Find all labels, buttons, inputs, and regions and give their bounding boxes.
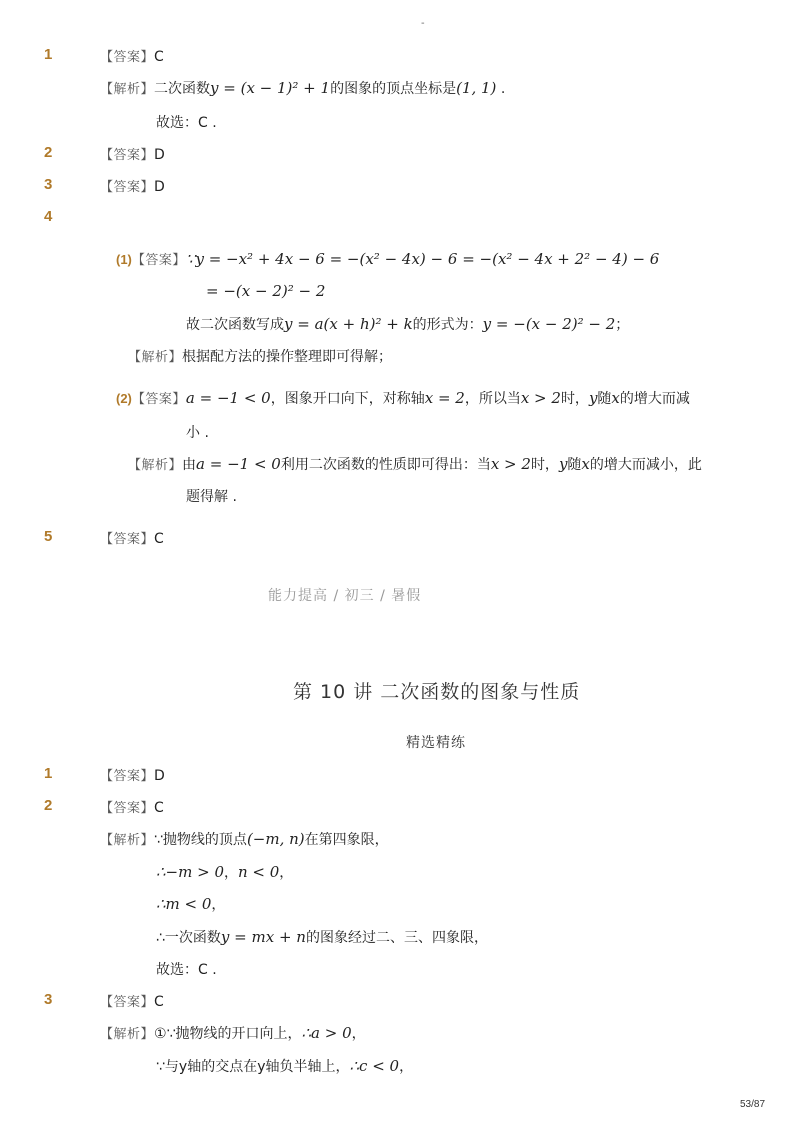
sub-question-label: (1) (116, 252, 132, 267)
math-expression: x > 2 (520, 389, 561, 407)
answer-text: 的增大而减 (619, 391, 690, 407)
explanation-text: ∵抛物线的顶点 (154, 832, 247, 848)
question-number: 3 (44, 176, 53, 193)
answer-continuation: 小 . (186, 425, 209, 441)
math-expression: a = −1 < 0 (196, 455, 281, 473)
math-expression: y = a(x + h)² + k (284, 315, 413, 333)
answer-text: 的形式为： (412, 317, 483, 333)
explanation-text: 的图象经过二、三、四象限， (305, 930, 488, 946)
answer-tag: 【答案】 (131, 392, 186, 407)
explanation-line (100, 829, 389, 849)
math-expression: x (611, 389, 620, 407)
answer-value: D (154, 179, 165, 195)
explanation-tag: 【解析】 (128, 350, 183, 365)
answer-value: C (154, 994, 164, 1010)
math-expression: y (588, 389, 598, 407)
math-expression: y = −(x − 2)² − 2 (482, 315, 616, 333)
explanation-text: 利用二次函数的性质即可得出：当 (280, 457, 491, 473)
explanation-continuation: 题得解 . (186, 489, 237, 505)
explanation-text: 随 (567, 457, 582, 473)
answer-line (100, 528, 164, 547)
sub-question-1-answer (116, 249, 659, 268)
explanation-step (156, 894, 225, 914)
section-heading: 精选精练 (406, 735, 466, 751)
math-expression: = −(x − 2)² − 2 (206, 282, 326, 300)
explanation-text: ， (399, 1059, 414, 1075)
math-expression: x = 2 (424, 389, 465, 407)
explanation-text: 二次函数 (154, 81, 211, 97)
answer-value: C (154, 800, 164, 816)
question-number: 2 (44, 797, 53, 814)
answer-value: C (154, 531, 164, 547)
question-number: 5 (44, 528, 53, 545)
explanation-text: ∴一次函数 (156, 930, 221, 946)
question-number: 2 (44, 144, 53, 161)
explanation-text: 根据配方法的操作整理即可得解； (182, 349, 393, 365)
math-expression: ∴c < 0 (349, 1057, 400, 1075)
explanation-line (128, 346, 392, 366)
math-expression: y = (x − 1)² + 1 (210, 79, 331, 97)
explanation-step (156, 1056, 413, 1076)
answer-line (100, 765, 165, 784)
explanation-text: 的图象的顶点坐标是 (330, 81, 457, 97)
chapter-title: 第 10 讲 二次函数的图象与性质 (293, 681, 581, 703)
explanation-text: ， (211, 897, 226, 913)
explanation-step (156, 927, 488, 947)
answer-tag: 【答案】 (100, 180, 155, 195)
page-footer: 能力提高 / 初三 / 暑假 (268, 588, 422, 604)
question-number: 1 (44, 46, 53, 63)
answer-text: 时， (560, 391, 589, 407)
math-expression: ∴−m > 0 (156, 863, 224, 881)
math-expression: ∵y = −x² + 4x − 6 = −(x² − 4x) − 6 = −(x² − 4x + 2² − 4) − 6 (185, 250, 660, 268)
header-mark: - (421, 18, 425, 29)
conclusion-text: 故选：C . (156, 962, 217, 978)
explanation-line (100, 78, 505, 98)
answer-tag: 【答案】 (100, 995, 155, 1010)
explanation-text: 时， (530, 457, 559, 473)
page-number: 53/87 (740, 1099, 766, 1110)
explanation-text: ， (351, 1026, 366, 1042)
answer-line (100, 991, 164, 1010)
math-expression: y (558, 455, 568, 473)
math-expression: (1, 1) (456, 79, 497, 97)
math-expression: ∴m < 0 (156, 895, 212, 913)
explanation-text: 由 (182, 457, 197, 473)
explanation-tag: 【解析】 (128, 458, 183, 473)
explanation-text: 的增大而减小，此 (589, 457, 702, 473)
answer-line (100, 144, 165, 163)
math-expression: x > 2 (490, 455, 531, 473)
explanation-tag: 【解析】 (100, 82, 155, 97)
explanation-step (156, 862, 293, 882)
answer-text: 随 (597, 391, 612, 407)
answer-tag: 【答案】 (131, 253, 186, 268)
explanation-text: ①∵抛物线的开口向上， (154, 1026, 302, 1042)
explanation-tag: 【解析】 (100, 1027, 155, 1042)
answer-continuation (186, 314, 629, 334)
math-expression: a = −1 < 0 (185, 389, 271, 407)
answer-tag: 【答案】 (100, 769, 155, 784)
answer-text: 故二次函数写成 (186, 317, 284, 333)
answer-text: ，图象开口向下，对称轴 (270, 391, 425, 407)
answer-line (100, 46, 164, 65)
sub-question-label: (2) (116, 391, 132, 406)
answer-value: C (154, 49, 164, 65)
question-number: 4 (44, 208, 53, 225)
answer-tag: 【答案】 (100, 148, 155, 163)
answer-tag: 【答案】 (100, 50, 155, 65)
math-expression: n < 0 (237, 863, 280, 881)
explanation-line (128, 454, 702, 474)
answer-tag: 【答案】 (100, 532, 155, 547)
answer-line (100, 797, 164, 816)
answer-text: ； (615, 317, 630, 333)
answer-value: D (154, 768, 165, 784)
explanation-text: ， (279, 865, 294, 881)
conclusion-text: 故选：C . (156, 115, 217, 131)
math-expression: y = mx + n (220, 928, 306, 946)
answer-value: D (154, 147, 165, 163)
explanation-line (100, 1023, 366, 1043)
explanation-tag: 【解析】 (100, 833, 155, 848)
explanation-text: 在第四象限， (304, 832, 389, 848)
math-expression: (−m, n) (246, 830, 305, 848)
explanation-text: . (496, 81, 506, 97)
answer-line (100, 176, 165, 195)
sub-question-2-answer (116, 388, 690, 408)
math-expression: ∴a > 0 (301, 1024, 352, 1042)
question-number: 1 (44, 765, 53, 782)
question-number: 3 (44, 991, 53, 1008)
explanation-text: ∵与y轴的交点在y轴负半轴上， (156, 1059, 350, 1075)
explanation-text: ， (223, 865, 238, 881)
math-expression: x (581, 455, 590, 473)
answer-text: ，所以当 (464, 391, 521, 407)
answer-tag: 【答案】 (100, 801, 155, 816)
